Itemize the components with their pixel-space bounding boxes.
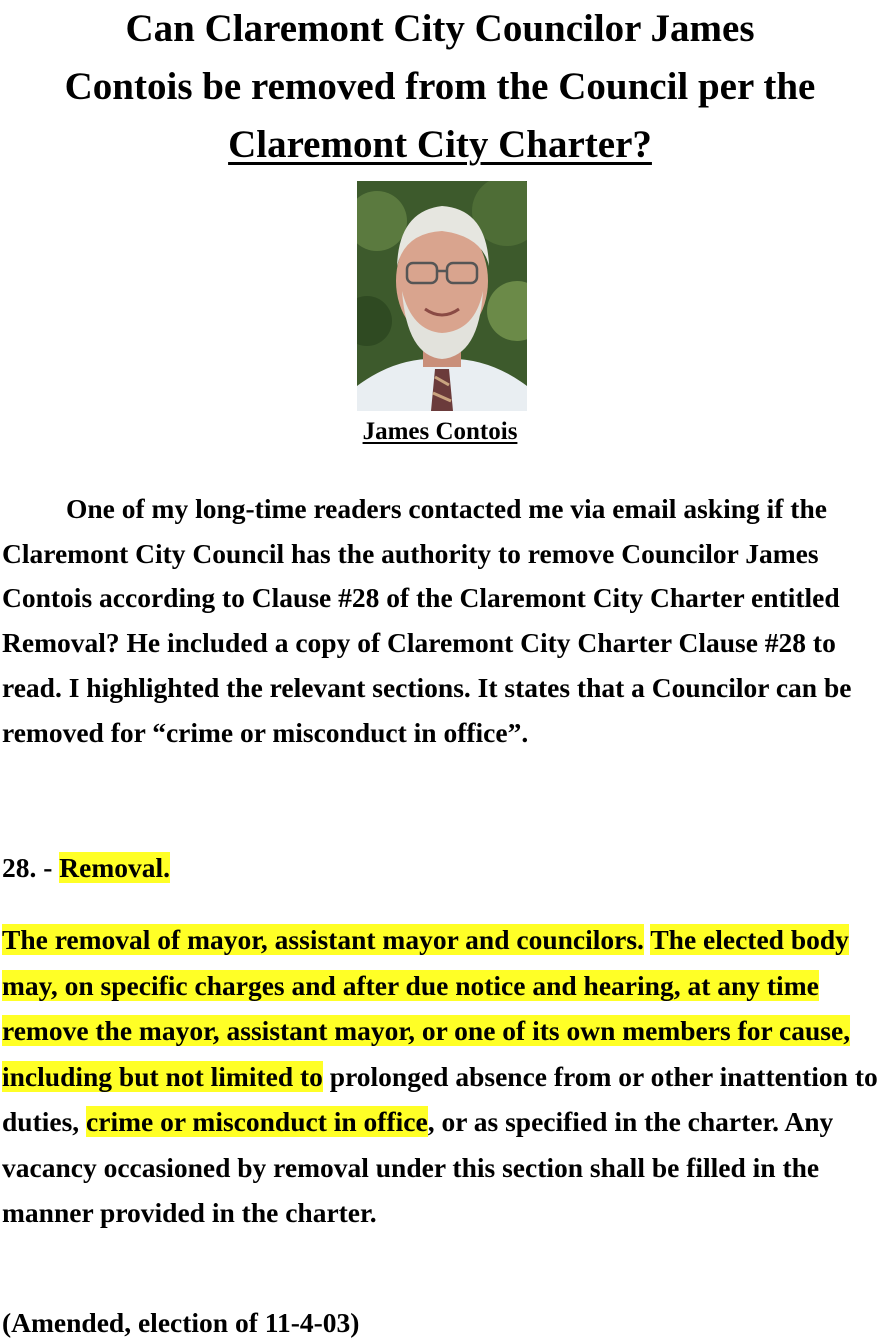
plain-part-5: , or as specified in the charter. Any vacancy occasioned by removal under this section shall be filled in the manner provided in the charter.: [2, 1106, 834, 1228]
article-title: [0, 0, 880, 174]
intro-text: One of my long-time readers contacted me via email asking if the Claremont City Council has the authority to remove Councilor James Contois according to Clause #28 of the Claremont City Charter entitled Removal? He included a copy of Claremont City Charter Clause #28 to read. I highlighted the relevant sections. It states that a Councilor can be removed for “crime or misconduct in office”.: [2, 493, 852, 748]
section-heading: [2, 848, 170, 888]
title-line-3: Claremont City Charter?: [228, 123, 652, 166]
highlight-part-1: The removal of mayor, assistant mayor and councilors.: [2, 924, 644, 955]
amendment-note: (Amended, election of 11-4-03): [2, 1307, 360, 1338]
intro-paragraph: [2, 487, 880, 755]
portrait-photo: [357, 181, 527, 411]
plain-part-3: prolonged absence from or other inattention to duties,: [2, 1060, 878, 1137]
highlight-part-2: The elected body may, on specific charges and after due notice and hearing, at any time remove the mayor, assistant mayor, or one of its own members for cause, including but not limited to: [2, 924, 851, 1092]
section-body: [2, 917, 880, 1236]
section-number: 28. -: [2, 852, 53, 883]
section-heading-highlighted: Removal.: [59, 852, 171, 883]
portrait-illustration: [357, 181, 527, 411]
photo-caption: James Contois: [362, 418, 518, 445]
title-line-1: Can Claremont City Councilor James: [125, 7, 755, 50]
title-line-2: Contois be removed from the Council per the: [64, 65, 816, 108]
highlight-part-4: crime or misconduct in office: [86, 1106, 428, 1137]
